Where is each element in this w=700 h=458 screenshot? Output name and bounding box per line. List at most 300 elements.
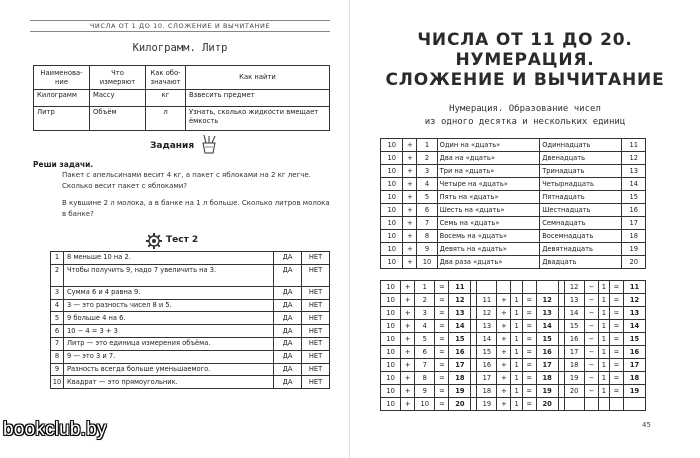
table-row [381, 398, 646, 411]
sums_a-cell: = [435, 359, 449, 372]
question-cell: Сумма 6 и 4 равна 9. [64, 286, 274, 299]
sums_b-cell: 16 [536, 346, 558, 359]
diffs-cell: 1 [598, 346, 609, 359]
sums-table [380, 280, 646, 411]
column-header: Как найти [186, 66, 330, 90]
sums_b-cell: 18 [536, 372, 558, 385]
sums_b-cell [511, 281, 522, 294]
numeration-cell-op: + [403, 139, 417, 152]
table-row [381, 152, 646, 165]
sums_b-cell: 1 [511, 333, 522, 346]
numeration-cell-name: Семнадцать [540, 217, 622, 230]
numeration-cell-b: 8 [417, 230, 437, 243]
sums_b-cell [497, 281, 511, 294]
sums_a-cell: = [435, 346, 449, 359]
sums_a-cell: 10 [381, 398, 401, 411]
chapter-title-line: ЧИСЛА ОТ 11 ДО 20. [417, 30, 633, 50]
sums_b-cell: + [497, 346, 511, 359]
column-header: Как обо-значают [146, 66, 186, 90]
test-heading: Тест 2 [166, 235, 199, 245]
diffs-cell: = [609, 307, 623, 320]
table-row [381, 217, 646, 230]
sums_a-cell: 10 [381, 294, 401, 307]
no-cell: НЕТ [302, 325, 330, 338]
sums_b-cell: 1 [511, 359, 522, 372]
question-cell: Чтобы получить 9, надо 7 увеличить на 3. [64, 264, 274, 286]
row-number: 8 [51, 350, 64, 363]
sums_b-cell: 1 [511, 294, 522, 307]
table-row [51, 312, 330, 325]
sums_b-cell: + [497, 307, 511, 320]
numeration-cell-op: + [403, 152, 417, 165]
sums_b-cell: = [522, 320, 536, 333]
sums_a-cell: = [435, 333, 449, 346]
sums_a-cell: 7 [415, 359, 435, 372]
sums_b-cell: 15 [536, 333, 558, 346]
diffs-cell [598, 398, 609, 411]
sums_a-cell: = [435, 320, 449, 333]
no-cell: НЕТ [302, 337, 330, 350]
sums_a-cell: + [401, 398, 415, 411]
chapter-title-line: НУМЕРАЦИЯ. [455, 50, 595, 70]
question-cell: 8 меньше 10 на 2. [64, 252, 274, 265]
diffs-cell: 12 [564, 281, 584, 294]
diffs-cell: 11 [623, 281, 645, 294]
table-row [381, 256, 646, 269]
sums_b-cell: 17 [536, 359, 558, 372]
no-cell: НЕТ [302, 264, 330, 286]
numeration-cell-a: 10 [381, 165, 403, 178]
row-number: 10 [51, 376, 64, 389]
numeration-cell-b: 2 [417, 152, 437, 165]
sums_b-cell: 13 [477, 320, 497, 333]
table-row [381, 230, 646, 243]
table-row [51, 264, 330, 286]
diffs-cell: = [609, 333, 623, 346]
sums_a-cell: 14 [449, 320, 471, 333]
sums_a-cell: 3 [415, 307, 435, 320]
diffs-cell: 15 [623, 333, 645, 346]
diffs-cell: − [584, 281, 598, 294]
sums_b-cell: + [497, 385, 511, 398]
table-row [381, 204, 646, 217]
no-cell: НЕТ [302, 363, 330, 376]
yes-cell: ДА [274, 252, 302, 265]
table-row [381, 320, 646, 333]
numeration-cell-words: Три на «дцать» [437, 165, 540, 178]
numeration-cell-name: Двадцать [540, 256, 622, 269]
sums_a-cell: = [435, 372, 449, 385]
diffs-cell: − [584, 333, 598, 346]
numeration-cell-a: 10 [381, 230, 403, 243]
numeration-cell-b: 5 [417, 191, 437, 204]
sums_b-cell: 19 [477, 398, 497, 411]
no-cell: НЕТ [302, 286, 330, 299]
table-header-row [34, 66, 330, 90]
numeration-cell-op: + [403, 230, 417, 243]
sums_a-cell: + [401, 294, 415, 307]
sums_b-cell: 12 [477, 307, 497, 320]
diffs-cell: 16 [623, 346, 645, 359]
numeration-cell-name: Шестнадцать [540, 204, 622, 217]
row-number: 1 [51, 252, 64, 265]
table-cell: Килограмм [34, 90, 90, 107]
question-cell: Литр — это единица измерения объёма. [64, 337, 274, 350]
units-table [33, 65, 330, 131]
row-number: 6 [51, 325, 64, 338]
table-row [381, 243, 646, 256]
diffs-cell: − [584, 359, 598, 372]
sums_b-cell: 1 [511, 398, 522, 411]
sums_b-cell: 1 [511, 346, 522, 359]
numeration-cell-name: Девятнадцать [540, 243, 622, 256]
diffs-cell [623, 398, 645, 411]
no-cell: НЕТ [302, 252, 330, 265]
numeration-cell-words: Два на «дцать» [437, 152, 540, 165]
diffs-cell: 1 [598, 294, 609, 307]
yes-cell: ДА [274, 350, 302, 363]
table-cell: Литр [34, 107, 90, 131]
numeration-cell-a: 10 [381, 204, 403, 217]
column-header: Что измеряют [90, 66, 146, 90]
sums_a-cell: 10 [381, 333, 401, 346]
table-row [51, 252, 330, 265]
table-row [51, 337, 330, 350]
sums_b-cell: = [522, 346, 536, 359]
task-item: В кувшине 2 л молока, а в банке на 1 л больше. Сколько литров молока в банке? [62, 199, 330, 218]
numeration-cell-words: Четыре на «дцать» [437, 178, 540, 191]
numeration-cell-b: 10 [417, 256, 437, 269]
table-row [381, 385, 646, 398]
diffs-cell: 14 [564, 307, 584, 320]
chapter-title [375, 30, 675, 90]
sums_b-cell: = [522, 294, 536, 307]
sums_a-cell: 10 [381, 385, 401, 398]
numeration-cell-name: Четырнадцать [540, 178, 622, 191]
diffs-cell: 16 [564, 333, 584, 346]
sums_b-cell: = [522, 307, 536, 320]
sums_b-cell: + [497, 372, 511, 385]
sums_b-cell: 16 [477, 359, 497, 372]
no-cell: НЕТ [302, 299, 330, 312]
table-row [51, 299, 330, 312]
sums_b-cell: 14 [477, 333, 497, 346]
numeration-cell-sum: 20 [622, 256, 646, 269]
question-cell: 9 — это 3 и 7. [64, 350, 274, 363]
sums_a-cell: 20 [449, 398, 471, 411]
sums_a-cell: 1 [415, 281, 435, 294]
sums_b-cell: 1 [511, 320, 522, 333]
numeration-cell-a: 10 [381, 178, 403, 191]
diffs-cell: 1 [598, 307, 609, 320]
diffs-cell: 1 [598, 320, 609, 333]
diffs-cell [584, 398, 598, 411]
pencil-cup-icon [200, 134, 218, 154]
question-cell: Квадрат — это прямоугольник. [64, 376, 274, 389]
sums_b-cell: = [522, 398, 536, 411]
table-row [381, 178, 646, 191]
table-cell: Узнать, сколько жидкости вмещает ёмкость [186, 107, 330, 131]
sums_a-cell: + [401, 333, 415, 346]
table-row [51, 376, 330, 389]
table-cell: Массу [90, 90, 146, 107]
sums_b-cell: 12 [536, 294, 558, 307]
numeration-cell-op: + [403, 204, 417, 217]
diffs-cell: 19 [564, 372, 584, 385]
numeration-cell-a: 10 [381, 191, 403, 204]
numeration-cell-words: Восемь на «дцать» [437, 230, 540, 243]
sums_a-cell: 10 [381, 372, 401, 385]
table-row [381, 333, 646, 346]
sums_b-cell: = [522, 385, 536, 398]
diffs-cell: 20 [564, 385, 584, 398]
numeration-cell-a: 10 [381, 139, 403, 152]
table-row [381, 191, 646, 204]
no-cell: НЕТ [302, 350, 330, 363]
sums_a-cell: 2 [415, 294, 435, 307]
table-row [381, 359, 646, 372]
sums_b-cell: 15 [477, 346, 497, 359]
diffs-cell: 13 [564, 294, 584, 307]
numeration-cell-sum: 13 [622, 165, 646, 178]
sums_a-cell: 8 [415, 372, 435, 385]
sums_b-cell: + [497, 320, 511, 333]
numeration-cell-b: 7 [417, 217, 437, 230]
numeration-cell-sum: 12 [622, 152, 646, 165]
sums_b-cell: 17 [477, 372, 497, 385]
table-row [381, 294, 646, 307]
sums_b-cell: = [522, 333, 536, 346]
yes-cell: ДА [274, 264, 302, 286]
numeration-cell-name: Пятнадцать [540, 191, 622, 204]
yes-cell: ДА [274, 363, 302, 376]
table-row [51, 363, 330, 376]
gear-icon [145, 232, 163, 250]
diffs-cell: − [584, 346, 598, 359]
sums_b-cell: 1 [511, 307, 522, 320]
sums_b-cell: + [497, 359, 511, 372]
sums_b-cell: 13 [536, 307, 558, 320]
yes-cell: ДА [274, 325, 302, 338]
sums_a-cell: + [401, 372, 415, 385]
diffs-cell: − [584, 307, 598, 320]
sums_a-cell: + [401, 307, 415, 320]
sums_b-cell: 1 [511, 372, 522, 385]
numeration-cell-a: 10 [381, 243, 403, 256]
diffs-cell: 19 [623, 385, 645, 398]
diffs-cell: 1 [598, 359, 609, 372]
numeration-cell-name: Восемнадцать [540, 230, 622, 243]
sums_a-cell: + [401, 359, 415, 372]
sums_a-cell: 5 [415, 333, 435, 346]
sums_a-cell: = [435, 281, 449, 294]
sums_a-cell: 17 [449, 359, 471, 372]
numeration-cell-name: Двенадцать [540, 152, 622, 165]
diffs-cell [609, 398, 623, 411]
numeration-cell-b: 6 [417, 204, 437, 217]
row-number: 2 [51, 264, 64, 286]
diffs-cell: 17 [564, 346, 584, 359]
diffs-cell: 18 [623, 372, 645, 385]
diffs-cell: = [609, 346, 623, 359]
numeration-cell-b: 4 [417, 178, 437, 191]
diffs-cell: 12 [623, 294, 645, 307]
table-row [51, 325, 330, 338]
tasks-heading: Задания [150, 141, 195, 151]
diffs-cell: 14 [623, 320, 645, 333]
sums_b-cell [522, 281, 536, 294]
numeration-cell-name: Тринадцать [540, 165, 622, 178]
sums_b-cell: 1 [511, 385, 522, 398]
yes-cell: ДА [274, 299, 302, 312]
sums_a-cell: 10 [381, 281, 401, 294]
table-row [381, 165, 646, 178]
question-cell: 10 − 4 = 3 + 3 [64, 325, 274, 338]
sums_a-cell: = [435, 398, 449, 411]
sums_a-cell: 10 [381, 359, 401, 372]
diffs-cell: = [609, 281, 623, 294]
numeration-cell-a: 10 [381, 217, 403, 230]
sums_a-cell: = [435, 385, 449, 398]
chapter-title-line: СЛОЖЕНИЕ И ВЫЧИТАНИЕ [385, 70, 665, 90]
sums_b-cell: 19 [536, 385, 558, 398]
numeration-cell-b: 9 [417, 243, 437, 256]
sums_a-cell: + [401, 320, 415, 333]
table-cell: Взвесить предмет [186, 90, 330, 107]
sums_a-cell: 12 [449, 294, 471, 307]
sums_b-cell: + [497, 333, 511, 346]
diffs-cell: 1 [598, 372, 609, 385]
question-cell: 9 больше 4 на 6. [64, 312, 274, 325]
sums_a-cell: 15 [449, 333, 471, 346]
diffs-cell: 18 [564, 359, 584, 372]
column-header: Наименова-ние [34, 66, 90, 90]
sums_b-cell [477, 281, 497, 294]
test-table [50, 251, 330, 389]
numeration-cell-a: 10 [381, 152, 403, 165]
numeration-cell-words: Шесть на «дцать» [437, 204, 540, 217]
numeration-cell-sum: 18 [622, 230, 646, 243]
question-cell: 3 — это разность чисел 8 и 5. [64, 299, 274, 312]
sums_a-cell: + [401, 281, 415, 294]
page-number: 45 [642, 421, 651, 429]
numeration-table [380, 138, 646, 269]
numeration-cell-sum: 15 [622, 191, 646, 204]
row-number: 5 [51, 312, 64, 325]
yes-cell: ДА [274, 337, 302, 350]
numeration-cell-sum: 19 [622, 243, 646, 256]
sums_a-cell: 19 [449, 385, 471, 398]
diffs-cell: − [584, 385, 598, 398]
table-row [381, 346, 646, 359]
question-cell: Разность всегда больше уменьшаемого. [64, 363, 274, 376]
table-cell: кг [146, 90, 186, 107]
sums_b-cell: 18 [477, 385, 497, 398]
sums_a-cell: = [435, 307, 449, 320]
numeration-cell-words: Два раза «дцать» [437, 256, 540, 269]
sums_b-cell: + [497, 294, 511, 307]
diffs-cell: 1 [598, 333, 609, 346]
sums_a-cell: 10 [381, 346, 401, 359]
diffs-cell: = [609, 294, 623, 307]
sums_a-cell: = [435, 294, 449, 307]
sums_a-cell: + [401, 385, 415, 398]
numeration-cell-sum: 17 [622, 217, 646, 230]
row-number: 9 [51, 363, 64, 376]
table-row [34, 90, 330, 107]
sums_a-cell: 10 [415, 398, 435, 411]
sums_b-cell: + [497, 398, 511, 411]
yes-cell: ДА [274, 312, 302, 325]
numeration-cell-op: + [403, 178, 417, 191]
numeration-cell-words: Один на «дцать» [437, 139, 540, 152]
row-number: 7 [51, 337, 64, 350]
task-instruction: Реши задачи. [33, 160, 94, 169]
sums_a-cell: 18 [449, 372, 471, 385]
numeration-cell-op: + [403, 217, 417, 230]
sums_a-cell: 4 [415, 320, 435, 333]
diffs-cell: − [584, 372, 598, 385]
diffs-cell: = [609, 320, 623, 333]
table-cell: Объём [90, 107, 146, 131]
section-title: Килограмм. Литр [132, 42, 228, 54]
sums_a-cell: 11 [449, 281, 471, 294]
chapter-subtitle [380, 103, 670, 129]
table-cell: л [146, 107, 186, 131]
numeration-cell-words: Пять на «дцать» [437, 191, 540, 204]
numeration-cell-b: 3 [417, 165, 437, 178]
numeration-cell-words: Девять на «дцать» [437, 243, 540, 256]
diffs-cell: 1 [598, 385, 609, 398]
sums_b-cell [536, 281, 558, 294]
numeration-cell-op: + [403, 165, 417, 178]
table-row [51, 286, 330, 299]
sums_a-cell: 16 [449, 346, 471, 359]
no-cell: НЕТ [302, 312, 330, 325]
sums_b-cell: = [522, 359, 536, 372]
diffs-cell: 13 [623, 307, 645, 320]
numeration-cell-op: + [403, 191, 417, 204]
diffs-cell: 1 [598, 281, 609, 294]
task-item: Пакет с апельсинами весит 4 кг, а пакет с яблоками на 2 кг легче. Сколько весит пакет с яблоками? [62, 171, 311, 190]
diffs-cell: 17 [623, 359, 645, 372]
table-row [381, 307, 646, 320]
diffs-cell: = [609, 359, 623, 372]
table-row [34, 107, 330, 131]
sums_b-cell: = [522, 372, 536, 385]
sums_a-cell: + [401, 346, 415, 359]
diffs-cell: = [609, 372, 623, 385]
sums_a-cell: 6 [415, 346, 435, 359]
diffs-cell: 15 [564, 320, 584, 333]
running-header: ЧИСЛА ОТ 1 ДО 10. СЛОЖЕНИЕ И ВЫЧИТАНИЕ [30, 20, 330, 32]
numeration-cell-name: Одиннадцать [540, 139, 622, 152]
sums_b-cell: 14 [536, 320, 558, 333]
watermark: bookclub.by [3, 419, 107, 440]
diffs-cell: = [609, 385, 623, 398]
sums_a-cell: 13 [449, 307, 471, 320]
numeration-cell-a: 10 [381, 256, 403, 269]
table-row [51, 350, 330, 363]
table-row [381, 281, 646, 294]
numeration-cell-sum: 11 [622, 139, 646, 152]
numeration-cell-op: + [403, 243, 417, 256]
subtitle-line: Нумерация. Образование чисел [449, 104, 601, 114]
row-number: 4 [51, 299, 64, 312]
numeration-cell-op: + [403, 256, 417, 269]
yes-cell: ДА [274, 286, 302, 299]
numeration-cell-words: Семь на «дцать» [437, 217, 540, 230]
